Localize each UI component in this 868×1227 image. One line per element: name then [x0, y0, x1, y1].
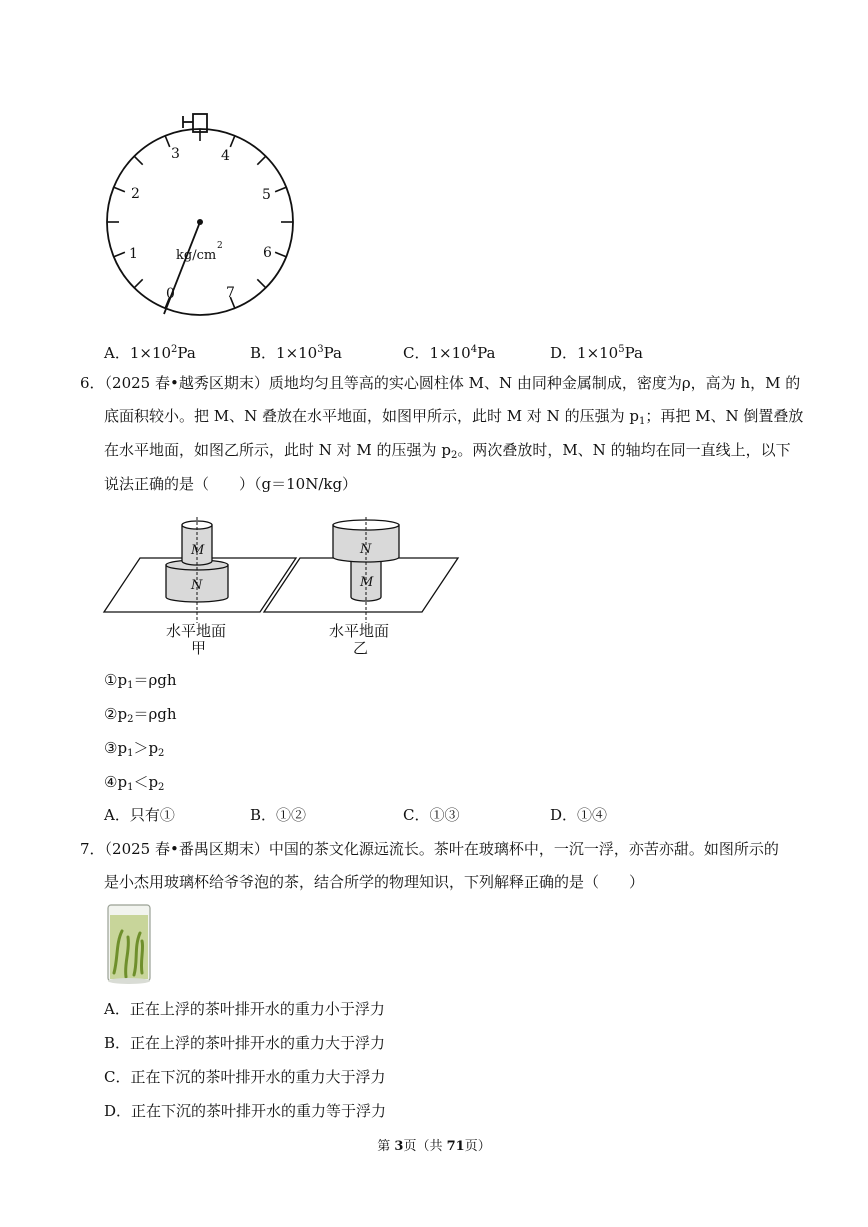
page-total: 71 — [446, 1139, 465, 1154]
cylinders-figure — [100, 515, 462, 655]
pressure-gauge-figure — [100, 108, 310, 328]
q6-option-c[interactable]: C．①③ — [403, 806, 460, 824]
q6-stem-line-2 — [104, 406, 803, 432]
gauge-number: 7 — [226, 285, 235, 301]
statement-text: p — [117, 773, 128, 791]
statement-text: ＝ρgh — [133, 705, 177, 723]
statement-number: ① — [104, 671, 118, 689]
gauge-number: 2 — [131, 186, 140, 202]
gauge-number: 6 — [263, 245, 272, 261]
option-unit: Pa — [323, 344, 342, 362]
q6-statement-3 — [104, 738, 164, 764]
subscript: 1 — [638, 416, 646, 427]
q7-stem-line-1: 7．（2025 春•番禺区期末）中国的茶文化源远流长。茶叶在玻璃杯中，一沉一浮，亦苦亦甜。如图所示的 — [80, 840, 779, 858]
q6-stem-line-1: 6．（2025 春•越秀区期末）质地均匀且等高的实心圆柱体 M、N 由同种金属制成，密度为ρ，高为 h，M 的 — [80, 374, 801, 392]
subscript: 2 — [450, 450, 458, 461]
figure-yi — [264, 517, 458, 623]
gauge-number: 3 — [171, 146, 180, 162]
q7-option-c[interactable]: C．正在下沉的茶叶排开水的重力大于浮力 — [104, 1068, 386, 1086]
q7-stem-line-2: 是小杰用玻璃杯给爷爷泡的茶，结合所学的物理知识，下列解释正确的是（ ） — [104, 873, 645, 891]
stem-text: 底面积较小。把 M、N 叠放在水平地面，如图甲所示，此时 M 对 N 的压强为 p — [104, 407, 639, 425]
q7-option-b[interactable]: B．正在上浮的茶叶排开水的重力大于浮力 — [104, 1034, 386, 1052]
gauge-unit: kg/cm — [176, 248, 217, 263]
tea-glass-image — [104, 903, 154, 985]
option-unit: Pa — [477, 344, 496, 362]
label-m: M — [191, 543, 205, 558]
statement-text: ＝ρgh — [133, 671, 177, 689]
subscript: 1 — [127, 680, 134, 691]
statement-number: ④ — [104, 773, 118, 791]
statement-text: p — [117, 705, 128, 723]
gauge-pivot — [197, 219, 203, 225]
ground-label: 水平地面 — [329, 622, 390, 640]
label-m: M — [360, 575, 374, 590]
option-unit: Pa — [177, 344, 196, 362]
gauge-unit-exponent: 2 — [217, 241, 223, 251]
statement-text: p — [117, 671, 128, 689]
option-exponent: 3 — [317, 344, 324, 355]
statement-text: ＞p — [133, 739, 159, 757]
label-n: N — [360, 542, 372, 557]
figure-label-yi: 乙 — [353, 639, 369, 655]
subscript: 2 — [158, 782, 165, 793]
footer-text: 第 — [377, 1139, 395, 1154]
gauge-number: 5 — [262, 187, 271, 203]
q5-option-c[interactable] — [403, 340, 495, 363]
gauge-needle — [164, 222, 200, 314]
statement-text: p — [117, 739, 128, 757]
q6-statement-4 — [104, 772, 164, 798]
footer-text: 页（共 — [403, 1139, 447, 1154]
option-unit: Pa — [624, 344, 643, 362]
label-n: N — [191, 578, 203, 593]
statement-number: ② — [104, 705, 118, 723]
subscript: 1 — [127, 748, 134, 759]
q6-statement-1 — [104, 670, 177, 696]
gauge-number: 1 — [129, 246, 138, 262]
option-text: B．1×10 — [250, 344, 318, 362]
q5-option-a[interactable] — [104, 340, 196, 363]
ground-label: 水平地面 — [166, 622, 227, 640]
option-text: C．1×10 — [403, 344, 471, 362]
q6-option-b[interactable]: B．①② — [250, 806, 307, 824]
page-number: 3 — [394, 1139, 404, 1154]
gauge-number: 4 — [221, 148, 230, 164]
option-text: D．1×10 — [550, 344, 619, 362]
q6-option-d[interactable]: D．①④ — [550, 806, 608, 824]
statement-text: ＜p — [133, 773, 159, 791]
footer-text: 页） — [464, 1139, 491, 1154]
q6-stem-line-4: 说法正确的是（ ）（g＝10N/kg） — [104, 475, 358, 493]
q7-option-d[interactable]: D．正在下沉的茶叶排开水的重力等于浮力 — [104, 1102, 387, 1120]
subscript: 1 — [127, 782, 134, 793]
q6-statement-2 — [104, 704, 177, 730]
q5-option-d[interactable] — [550, 340, 643, 363]
stem-text: 。两次叠放时，M、N 的轴均在同一直线上，以下 — [457, 441, 791, 459]
stem-text: 在水平地面，如图乙所示，此时 N 对 M 的压强为 p — [104, 441, 451, 459]
option-exponent: 5 — [618, 344, 625, 355]
gauge-ticks — [107, 129, 293, 308]
option-text: A．1×10 — [104, 344, 172, 362]
q6-option-a[interactable]: A．只有① — [104, 806, 175, 824]
option-exponent: 2 — [171, 344, 178, 355]
figure-label-jia: 甲 — [191, 639, 207, 655]
page-footer — [0, 1138, 868, 1156]
subscript: 2 — [158, 748, 165, 759]
statement-number: ③ — [104, 739, 118, 757]
subscript: 2 — [127, 714, 134, 725]
gauge-number: 0 — [166, 286, 175, 302]
q7-option-a[interactable]: A．正在上浮的茶叶排开水的重力小于浮力 — [104, 1000, 385, 1018]
q5-option-b[interactable] — [250, 340, 342, 363]
q6-stem-line-3 — [104, 440, 791, 466]
stem-text: ；再把 M、N 倒置叠放 — [645, 407, 804, 425]
option-exponent: 4 — [470, 344, 478, 355]
